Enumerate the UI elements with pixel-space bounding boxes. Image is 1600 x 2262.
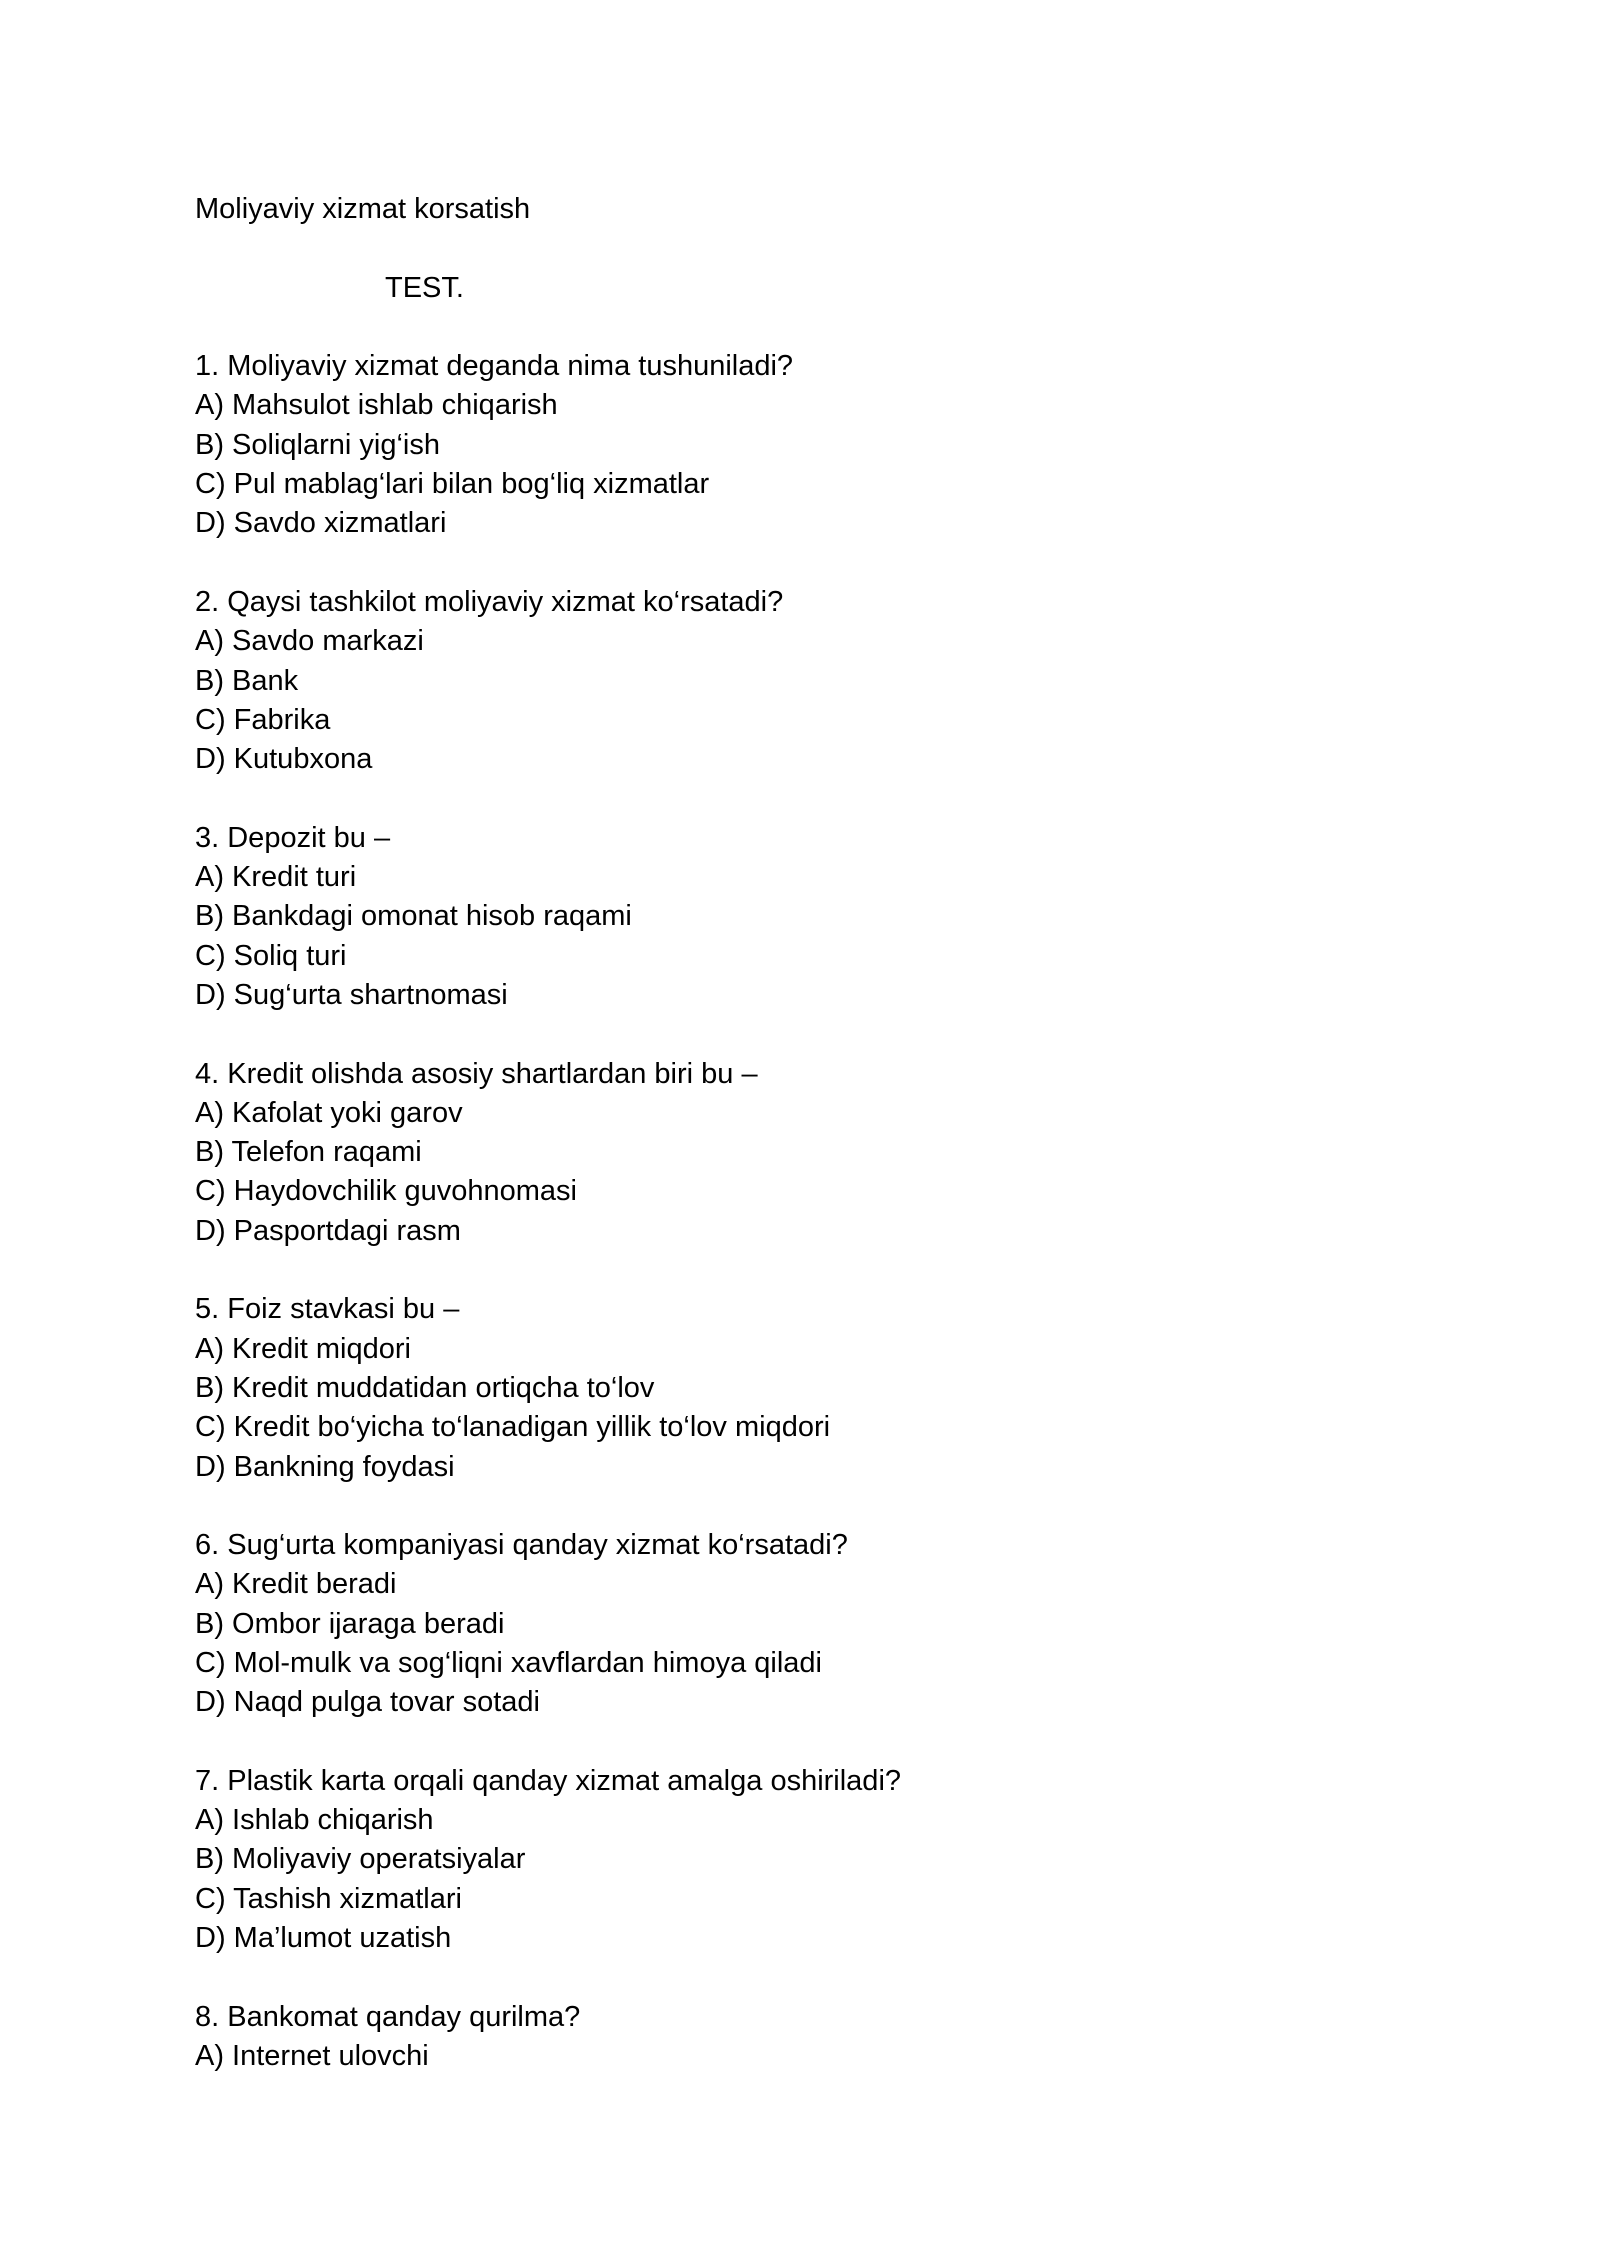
answer-option: A) Kredit miqdori (195, 1332, 411, 1365)
answer-option: D) Savdo xizmatlari (195, 507, 447, 540)
answer-option: A) Mahsulot ishlab chiqarish (195, 389, 558, 422)
answer-option: B) Bank (195, 664, 299, 697)
answer-option: C) Pul mablag‘lari bilan bog‘liq xizmatlar (195, 468, 710, 501)
question-block (195, 1055, 1395, 1251)
question-text: 2. Qaysi tashkilot moliyaviy xizmat ko‘rsatadi? (195, 585, 784, 618)
question-text: 8. Bankomat qanday qurilma? (195, 2000, 581, 2033)
question-text: 3. Depozit bu – (195, 821, 391, 854)
answer-option: A) Kafolat yoki garov (195, 1096, 463, 1129)
answer-option: A) Savdo markazi (195, 625, 424, 658)
answer-option: B) Bankdagi omonat hisob raqami (195, 900, 632, 933)
question-text: 5. Foiz stavkasi bu – (195, 1293, 460, 1326)
document-content (195, 190, 1395, 2076)
question-text: 7. Plastik karta orqali qanday xizmat amalga oshiriladi? (195, 1764, 902, 1797)
question-block (195, 1762, 1395, 1958)
answer-option: D) Pasportdagi rasm (195, 1214, 461, 1247)
answer-option: A) Ishlab chiqarish (195, 1804, 434, 1837)
answer-option: A) Kredit turi (195, 861, 357, 894)
answer-option: B) Soliqlarni yig‘ish (195, 428, 440, 461)
answer-option: D) Kutubxona (195, 743, 373, 776)
answer-option: C) Haydovchilik guvohnomasi (195, 1175, 577, 1208)
question-text: 6. Sug‘urta kompaniyasi qanday xizmat ko‘rsatadi? (195, 1529, 848, 1562)
answer-option: A) Internet ulovchi (195, 2039, 429, 2072)
answer-option: D) Bankning foydasi (195, 1450, 455, 1483)
answer-option: D) Naqd pulga tovar sotadi (195, 1686, 540, 1719)
answer-option: B) Kredit muddatidan ortiqcha to‘lov (195, 1371, 655, 1404)
answer-option: B) Moliyaviy operatsiyalar (195, 1843, 526, 1876)
question-text: 4. Kredit olishda asosiy shartlardan biri bu – (195, 1057, 758, 1090)
question-text: 1. Moliyaviy xizmat deganda nima tushuniladi? (195, 350, 794, 383)
test-heading: TEST. (385, 271, 464, 304)
answer-option: C) Tashish xizmatlari (195, 1882, 462, 1915)
answer-option: D) Sug‘urta shartnomasi (195, 978, 508, 1011)
question-block (195, 583, 1395, 779)
answer-option: D) Ma’lumot uzatish (195, 1922, 452, 1955)
answer-option: C) Fabrika (195, 703, 331, 736)
question-block (195, 1290, 1395, 1486)
answer-option: A) Kredit beradi (195, 1568, 397, 1601)
question-block (195, 1998, 1395, 2077)
question-block (195, 1526, 1395, 1722)
answer-option: B) Telefon raqami (195, 1136, 422, 1169)
question-block (195, 347, 1395, 543)
question-block (195, 819, 1395, 1015)
answer-option: B) Ombor ijaraga beradi (195, 1607, 505, 1640)
answer-option: C) Mol-mulk va sog‘liqni xavflardan himoya qiladi (195, 1646, 822, 1679)
answer-option: C) Kredit bo‘yicha to‘lanadigan yillik to‘lov miqdori (195, 1411, 831, 1444)
answer-option: C) Soliq turi (195, 939, 347, 972)
document-title: Moliyaviy xizmat korsatish (195, 193, 531, 225)
